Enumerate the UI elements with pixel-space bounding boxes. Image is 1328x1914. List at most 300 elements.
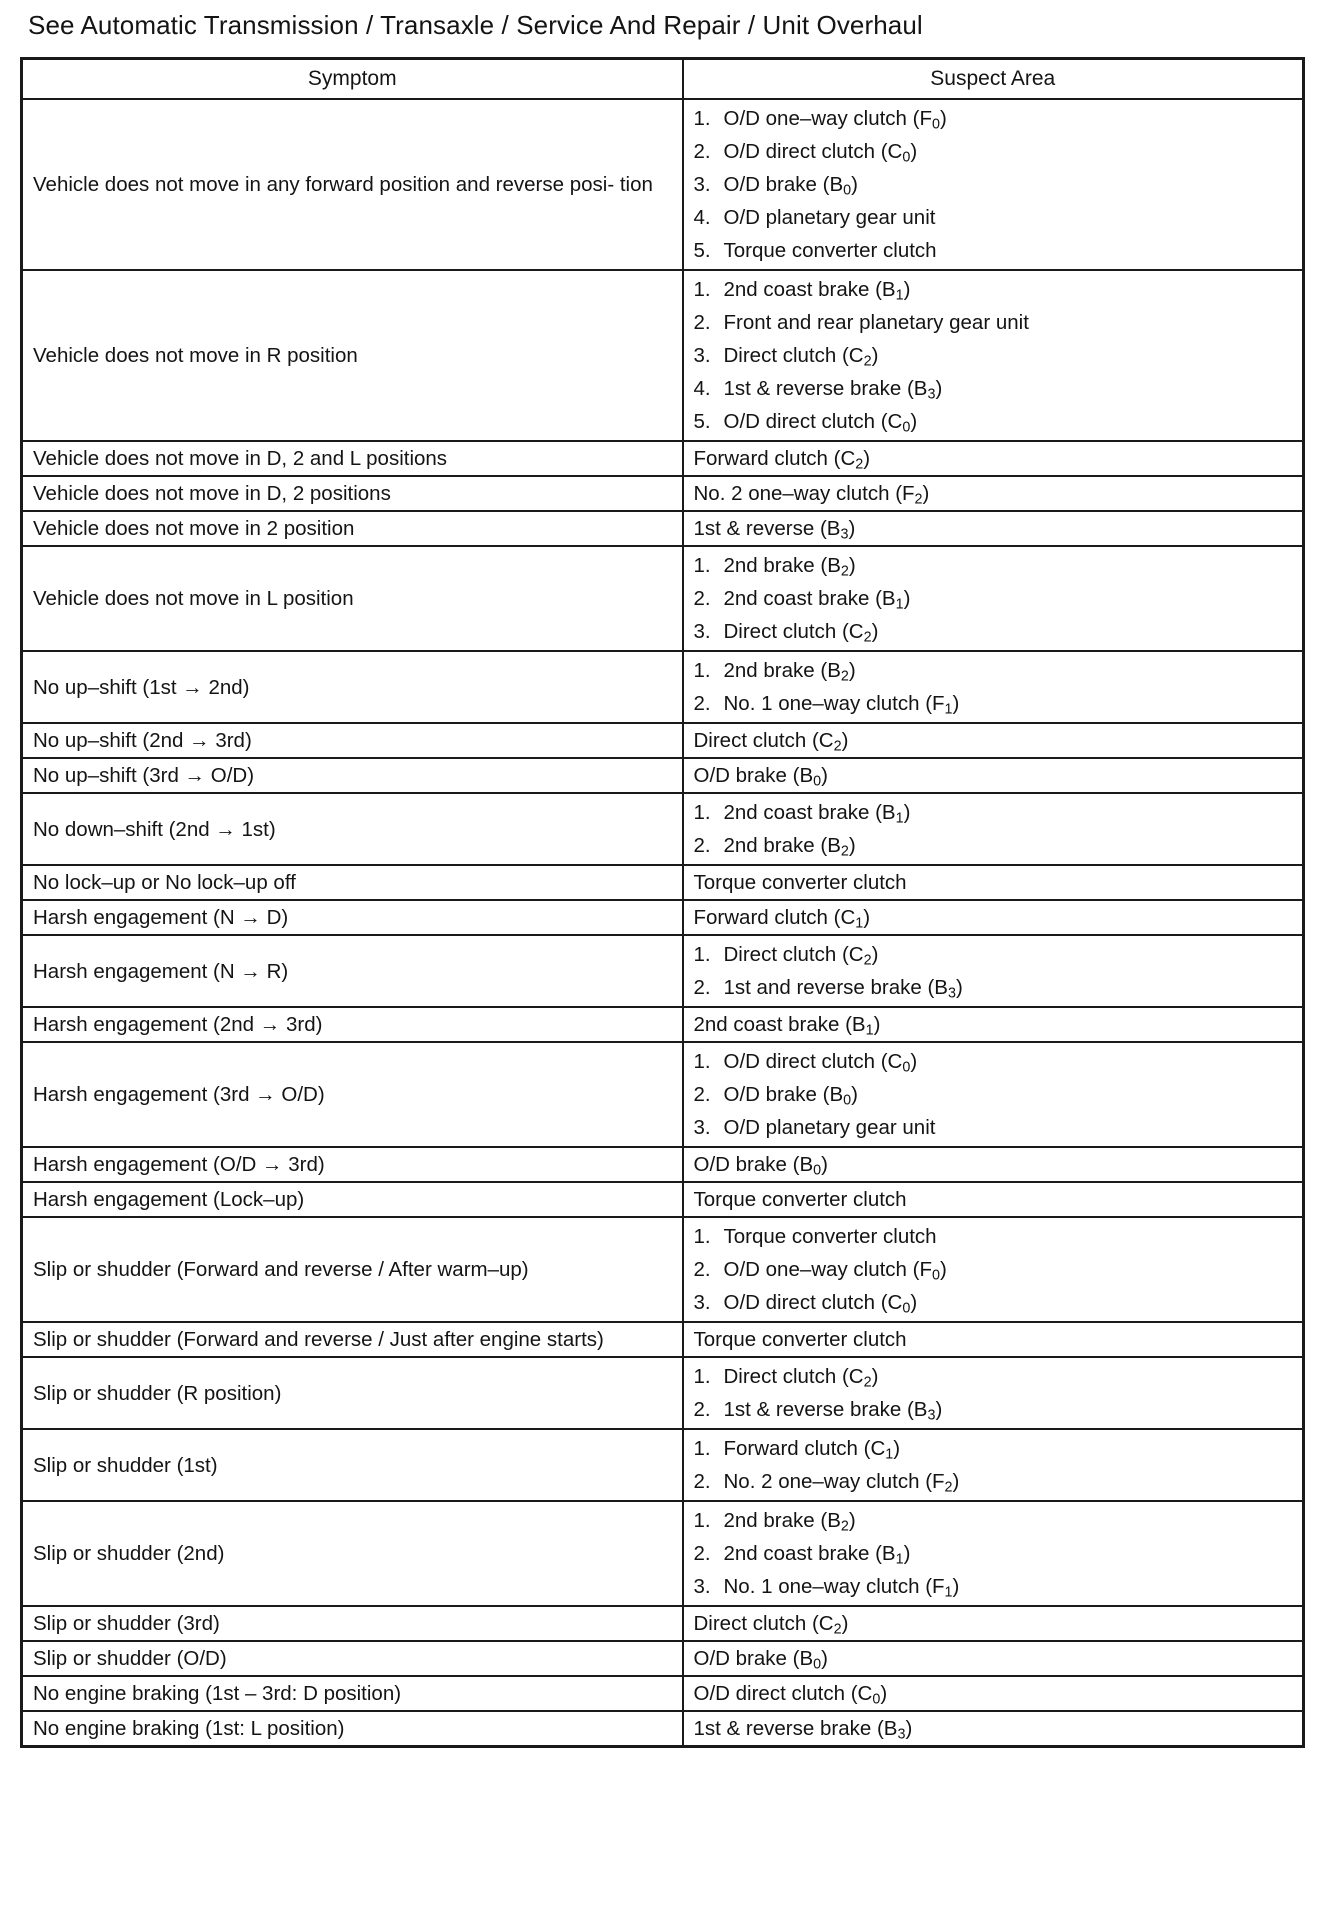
suspect-text: ) [910,410,918,433]
symptom-text: No lock–up or No lock–up off [33,871,296,894]
symptom-text: Harsh engagement (O/D → 3rd) [33,1153,325,1176]
suspect-area-item [694,1537,1295,1570]
table-row [22,270,1304,441]
subscript-index: 1 [944,701,953,718]
subscript-index: 2 [840,668,849,685]
suspect-text: ) [952,1575,960,1598]
item-number: 1. [693,801,711,824]
suspect-text: ) [905,1717,913,1740]
symptom-cell [22,546,683,651]
suspect-area-item [694,1253,1295,1286]
suspect-area-item [694,135,1295,168]
suspect-text: 2nd coast brake (B [723,278,896,301]
table-row [22,1711,1304,1747]
suspect-area-cell [683,865,1304,900]
suspect-text: 1st & reverse (B [693,517,841,540]
suspect-text: Direct clutch (C [723,620,864,643]
symptom-text: Slip or shudder (Forward and reverse / Just after engine starts) [33,1328,604,1351]
table-row [22,1676,1304,1711]
suspect-area-cell [683,1429,1304,1501]
symptom-text: Vehicle does not move in L position [33,587,354,610]
item-number: 1. [693,1509,711,1532]
subscript-index: 2 [840,843,849,860]
symptom-text: Vehicle does not move in any forward position and reverse posi- tion [33,173,653,196]
symptom-cell [22,1182,683,1217]
suspect-text: ) [903,1542,911,1565]
symptom-cell [22,1429,683,1501]
suspect-text: Torque converter clutch [693,1188,907,1211]
suspect-area-item [694,1148,1295,1181]
symptom-cell [22,1606,683,1641]
table-row [22,1007,1304,1042]
table-row [22,1147,1304,1182]
page-heading: See Automatic Transmission / Transaxle / Service And Repair / Unit Overhaul [28,10,923,40]
suspect-area-cell [683,1182,1304,1217]
suspect-text: ) [871,344,879,367]
suspect-area-cell [683,1147,1304,1182]
suspect-area-item [694,971,1295,1004]
suspect-text: Torque converter clutch [693,871,907,894]
suspect-text: 2nd coast brake (B [723,801,896,824]
suspect-text: 2nd coast brake (B [693,1013,866,1036]
subscript-index: 1 [895,810,904,827]
symptom-text: Harsh engagement (N → D) [33,906,289,929]
suspect-text: ) [935,1398,943,1421]
suspect-text: ) [848,834,856,857]
suspect-area-item [694,687,1295,720]
suspect-area-item [694,796,1295,829]
suspect-text: 1st & reverse brake (B [693,1717,898,1740]
suspect-text: ) [939,1258,947,1281]
subscript-index: 0 [902,1059,911,1076]
suspect-text: ) [871,1365,879,1388]
subscript-index: 1 [895,287,904,304]
subscript-index: 3 [897,1726,906,1743]
subscript-index: 2 [863,952,872,969]
symptom-text: No up–shift (2nd → 3rd) [33,729,252,752]
suspect-area-cell [683,900,1304,935]
symptom-cell [22,99,683,270]
subscript-index: 0 [932,1267,940,1284]
suspect-area-cell [683,511,1304,546]
suspect-area-cell [683,441,1304,476]
symptom-text: Slip or shudder (1st) [33,1453,218,1477]
table-row [22,1322,1304,1357]
suspect-text: O/D brake (B [723,1083,844,1106]
table-row [22,99,1304,270]
suspect-text: ) [910,1291,918,1314]
suspect-text: O/D planetary gear unit [723,206,936,229]
subscript-index: 1 [865,1022,874,1039]
table-row [22,1641,1304,1676]
suspect-text: ) [848,659,856,682]
symptom-text: Vehicle does not move in D, 2 and L positions [33,447,448,470]
suspect-area-item [694,829,1295,862]
table-header-row [22,59,1304,100]
subscript-index: 0 [902,419,911,436]
suspect-text: ) [903,278,911,301]
suspect-text: ) [880,1682,888,1705]
item-number: 3. [693,173,711,196]
suspect-area-item [694,405,1295,438]
suspect-area-item [694,866,1295,899]
suspect-area-column-header: Suspect Area [683,59,1304,100]
symptom-cell [22,758,683,793]
suspect-text: No. 2 one–way clutch (F [693,482,915,505]
table-row [22,476,1304,511]
subscript-index: 2 [833,1621,842,1638]
suspect-area-item [694,1607,1295,1640]
symptom-cell [22,935,683,1007]
table-row [22,865,1304,900]
subscript-index: 1 [895,596,904,613]
subscript-index: 3 [947,985,956,1002]
suspect-area-item [694,759,1295,792]
item-number: 3. [693,344,711,367]
suspect-text: Direct clutch (C [723,943,864,966]
suspect-area-item [694,512,1295,545]
subscript-index: 0 [932,116,940,133]
table-row [22,1357,1304,1429]
suspect-area-item [694,234,1295,267]
subscript-index: 0 [902,1300,911,1317]
suspect-text: O/D direct clutch (C [723,1050,903,1073]
suspect-text: ) [939,107,947,130]
symptom-text: No down–shift (2nd → 1st) [33,817,276,841]
suspect-area-item [694,1220,1295,1253]
suspect-text: Direct clutch (C [693,1612,834,1635]
suspect-text: 2nd brake (B [723,834,841,857]
suspect-text: O/D direct clutch (C [723,410,903,433]
suspect-area-cell [683,758,1304,793]
suspect-text: Direct clutch (C [693,729,834,752]
table-row [22,546,1304,651]
suspect-area-cell [683,723,1304,758]
suspect-text: ) [851,173,858,196]
suspect-text: 1st and reverse brake (B [723,976,948,999]
symptom-cell [22,1147,683,1182]
item-number: 3. [693,1291,711,1314]
suspect-text: Forward clutch (C [723,1437,886,1460]
suspect-text: ) [955,976,963,999]
suspect-area-cell [683,1322,1304,1357]
suspect-text: ) [863,447,871,470]
suspect-area-item [694,1008,1295,1041]
symptom-cell [22,511,683,546]
symptom-cell [22,1711,683,1747]
suspect-text: ) [935,377,943,400]
suspect-text: ) [952,692,960,715]
suspect-area-item [694,102,1295,135]
table-row [22,1501,1304,1606]
subscript-index: 1 [895,1551,904,1568]
suspect-area-item [694,273,1295,306]
subscript-index: 0 [813,773,822,790]
subscript-index: 2 [840,563,849,580]
subscript-index: 1 [885,1446,894,1463]
suspect-text: 2nd coast brake (B [723,1542,896,1565]
suspect-area-item [694,201,1295,234]
item-number: 1. [693,1225,711,1248]
suspect-text: ) [910,1050,918,1073]
suspect-area-cell [683,1606,1304,1641]
item-number: 1. [693,554,711,577]
suspect-text: ) [910,140,918,163]
symptom-text: Harsh engagement (Lock–up) [33,1188,305,1211]
suspect-text: ) [848,517,856,540]
suspect-text: ) [903,801,911,824]
subscript-index: 1 [855,915,864,932]
item-number: 3. [693,1116,711,1139]
suspect-area-item [694,582,1295,615]
symptom-cell [22,1501,683,1606]
item-number: 2. [693,1470,711,1493]
suspect-area-item [694,442,1295,475]
table-row [22,793,1304,865]
suspect-text: O/D brake (B [693,1647,814,1670]
suspect-text: O/D one–way clutch (F [723,1258,932,1281]
subscript-index: 2 [833,738,842,755]
suspect-text: Torque converter clutch [723,1225,937,1248]
suspect-area-cell [683,1217,1304,1322]
subscript-index: 2 [944,1479,953,1496]
suspect-area-cell [683,1042,1304,1147]
suspect-area-item [694,1642,1295,1675]
table-row [22,1429,1304,1501]
suspect-area-item [694,339,1295,372]
suspect-area-item [694,724,1295,757]
subscript-index: 3 [927,386,936,403]
symptom-cell [22,1676,683,1711]
symptom-cell [22,723,683,758]
table-row [22,651,1304,723]
suspect-text: ) [821,1153,828,1176]
item-number: 3. [693,1575,711,1598]
item-number: 4. [693,206,711,229]
table-row [22,1217,1304,1322]
item-number: 5. [693,410,711,433]
suspect-text: Forward clutch (C [693,906,856,929]
table-row [22,935,1304,1007]
item-number: 1. [693,659,711,682]
subscript-index: 2 [840,1518,849,1535]
symptom-cell [22,1042,683,1147]
suspect-area-item [694,1465,1295,1498]
symptom-text: Vehicle does not move in D, 2 positions [33,482,391,505]
table-row [22,441,1304,476]
suspect-area-item [694,1323,1295,1356]
suspect-text: Front and rear planetary gear unit [723,311,1029,334]
item-number: 2. [693,692,711,715]
symptom-text: Slip or shudder (2nd) [33,1542,225,1565]
subscript-index: 0 [843,182,852,199]
suspect-text: ) [873,1013,881,1036]
suspect-text: O/D one–way clutch (F [723,107,932,130]
suspect-text: 1st & reverse brake (B [723,377,928,400]
subscript-index: 3 [927,1407,936,1424]
suspect-area-item [694,1504,1295,1537]
suspect-text: No. 1 one–way clutch (F [723,1575,945,1598]
suspect-text: ) [871,620,879,643]
suspect-area-cell [683,546,1304,651]
suspect-text: ) [851,1083,858,1106]
suspect-text: 2nd brake (B [723,659,841,682]
suspect-area-item [694,901,1295,934]
item-number: 2. [693,1542,711,1565]
suspect-text: Forward clutch (C [693,447,856,470]
subscript-index: 1 [944,1584,953,1601]
suspect-area-item [694,1183,1295,1216]
suspect-area-cell [683,99,1304,270]
suspect-area-item [694,372,1295,405]
symptom-column-header: Symptom [22,59,683,100]
suspect-area-item [694,1432,1295,1465]
suspect-text: No. 2 one–way clutch (F [723,1470,945,1493]
suspect-area-item [694,615,1295,648]
symptom-cell [22,476,683,511]
table-row [22,1182,1304,1217]
suspect-area-cell [683,1357,1304,1429]
suspect-area-cell [683,1641,1304,1676]
suspect-area-cell [683,1676,1304,1711]
symptom-cell [22,1641,683,1676]
item-number: 2. [693,1258,711,1281]
symptom-cell [22,900,683,935]
suspect-text: 2nd coast brake (B [723,587,896,610]
subscript-index: 0 [843,1092,852,1109]
suspect-text: O/D brake (B [693,1153,814,1176]
item-number: 2. [693,311,711,334]
subscript-index: 2 [855,456,864,473]
suspect-area-cell [683,1007,1304,1042]
subscript-index: 0 [902,149,911,166]
subscript-index: 0 [872,1691,881,1708]
suspect-area-cell [683,270,1304,441]
subscript-index: 2 [863,629,872,646]
suspect-text: ) [848,1509,856,1532]
item-number: 1. [693,943,711,966]
subscript-index: 2 [863,1374,872,1391]
suspect-text: O/D brake (B [693,764,814,787]
subscript-index: 2 [863,353,872,370]
item-number: 5. [693,239,711,262]
symptom-cell [22,441,683,476]
subscript-index: 0 [813,1656,822,1673]
suspect-area-item [694,168,1295,201]
item-number: 1. [693,1050,711,1073]
suspect-area-item [694,1111,1295,1144]
suspect-text: Direct clutch (C [723,1365,864,1388]
symptom-text: Harsh engagement (2nd → 3rd) [33,1013,323,1036]
suspect-text: 2nd brake (B [723,554,841,577]
symptom-text: No up–shift (1st → 2nd) [33,675,250,699]
symptom-cell [22,1322,683,1357]
symptom-text: Slip or shudder (R position) [33,1381,282,1405]
suspect-area-item [694,477,1295,510]
suspect-text: O/D direct clutch (C [723,140,903,163]
suspect-area-item [694,1393,1295,1426]
symptom-text: Harsh engagement (3rd → O/D) [33,1083,325,1106]
symptom-text: Slip or shudder (3rd) [33,1612,220,1635]
suspect-text: O/D brake (B [723,173,844,196]
symptom-text: Harsh engagement (N → R) [33,959,289,983]
symptom-text: Vehicle does not move in 2 position [33,517,355,540]
suspect-text: ) [922,482,930,505]
table-row [22,1606,1304,1641]
symptom-text: No engine braking (1st – 3rd: D position) [33,1682,402,1705]
item-number: 3. [693,620,711,643]
subscript-index: 2 [914,491,923,508]
suspect-area-cell [683,1711,1304,1747]
symptom-cell [22,1357,683,1429]
symptom-text: Slip or shudder (O/D) [33,1647,227,1670]
suspect-area-item [694,1286,1295,1319]
symptom-text: Vehicle does not move in R position [33,344,358,367]
table-row [22,511,1304,546]
symptom-text: No up–shift (3rd → O/D) [33,764,255,787]
suspect-area-item [694,654,1295,687]
symptom-cell [22,270,683,441]
suspect-area-item [694,1570,1295,1603]
suspect-area-cell [683,651,1304,723]
suspect-text: ) [903,587,911,610]
symptom-text: Slip or shudder (Forward and reverse / After warm–up) [33,1258,529,1281]
suspect-text: Direct clutch (C [723,344,864,367]
suspect-area-item [694,549,1295,582]
suspect-area-item [694,938,1295,971]
symptom-cell [22,1217,683,1322]
suspect-text: ) [841,729,849,752]
subscript-index: 3 [840,526,849,543]
suspect-area-item [694,1045,1295,1078]
suspect-text: O/D planetary gear unit [723,1116,936,1139]
item-number: 2. [693,976,711,999]
suspect-area-item [694,1078,1295,1111]
suspect-text: ) [841,1612,849,1635]
symptom-cell [22,651,683,723]
suspect-text: Torque converter clutch [723,239,937,262]
symptom-cell [22,793,683,865]
suspect-text: ) [952,1470,960,1493]
suspect-area-item [694,1712,1295,1745]
table-row [22,900,1304,935]
table-row [22,1042,1304,1147]
suspect-area-cell [683,476,1304,511]
subscript-index: 0 [813,1162,822,1179]
suspect-text: ) [893,1437,901,1460]
symptom-cell [22,865,683,900]
suspect-text: O/D direct clutch (C [723,1291,903,1314]
suspect-area-cell [683,1501,1304,1606]
item-number: 2. [693,1083,711,1106]
item-number: 4. [693,377,711,400]
suspect-area-item [694,1360,1295,1393]
item-number: 1. [693,107,711,130]
item-number: 1. [693,1437,711,1460]
suspect-area-cell [683,935,1304,1007]
diagnosis-table [20,57,1305,1748]
suspect-text: Torque converter clutch [693,1328,907,1351]
suspect-text: ) [821,764,828,787]
table-row [22,758,1304,793]
suspect-text: ) [821,1647,828,1670]
suspect-text: ) [863,906,871,929]
suspect-area-item [694,1677,1295,1710]
item-number: 2. [693,834,711,857]
table-row [22,723,1304,758]
suspect-text: 2nd brake (B [723,1509,841,1532]
suspect-text: O/D direct clutch (C [693,1682,873,1705]
